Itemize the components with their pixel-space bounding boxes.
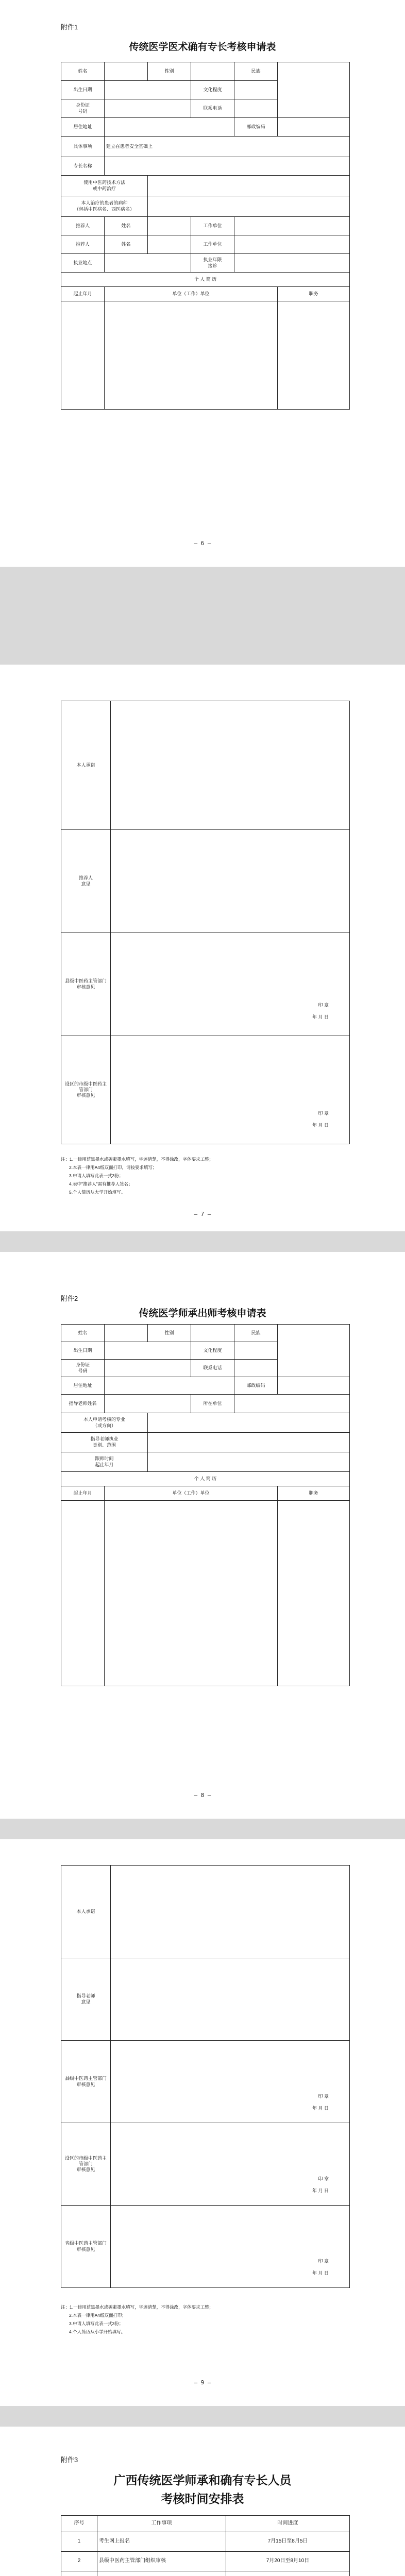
field-specialty-name[interactable] [105, 157, 350, 176]
page-number: — 7 — [194, 1211, 211, 1217]
label-phone: 联系电话 [191, 1360, 234, 1377]
label-ethnicity: 民族 [234, 62, 278, 81]
bio-col-title: 职务 [278, 287, 350, 301]
page-5 [0, 2427, 405, 2576]
field-id[interactable] [105, 1360, 191, 1377]
photo-box [278, 62, 350, 118]
label-mentor-name: 指导老师姓名 [61, 1395, 105, 1413]
label-postcode: 邮政编码 [234, 1377, 278, 1395]
field-practice-site[interactable] [105, 254, 191, 273]
field-phone[interactable] [234, 99, 278, 118]
field-disease-types[interactable] [148, 196, 350, 217]
field-postcode[interactable] [278, 1377, 350, 1395]
label-referee-1-name: 姓名 [105, 217, 148, 235]
mentorship-form-table [61, 1324, 350, 1686]
schedule-table [61, 2515, 350, 2576]
row-index: 2 [61, 2552, 97, 2571]
page-3 [0, 1252, 405, 1819]
label-tcm-methods: 使用中医药技术方法 或中药治疗 [61, 176, 148, 196]
label-apprentice-period: 跟师时间 起止年月 [61, 1452, 148, 1472]
field-education[interactable] [234, 81, 278, 99]
field-phone[interactable] [234, 1360, 278, 1377]
note-item: 4.个人简历从小学开始填写。 [69, 2329, 126, 2334]
row-time: 7月20日至8月10日 [226, 2552, 350, 2571]
bio-col-period: 起止年月 [61, 1486, 105, 1501]
field-referee-2-unit[interactable] [234, 235, 350, 254]
field-pledge[interactable] [111, 701, 350, 830]
table-row [61, 2552, 350, 2571]
field-referee-opinion[interactable] [111, 830, 350, 933]
field-gender[interactable] [191, 62, 234, 81]
field-tcm-methods[interactable] [148, 176, 350, 196]
field-name[interactable] [105, 1325, 148, 1342]
field-address[interactable] [105, 118, 234, 137]
label-disease-types: 本人治疗的患者的病种 （包括中医病名、西医病名） [61, 196, 148, 217]
label-county-review: 县级中医药主管部门 审核意见 [61, 933, 111, 1036]
label-gender: 性别 [148, 62, 191, 81]
city-review-signature[interactable]: 印 章 年 月 日 [111, 1036, 350, 1144]
label-birth-date: 出生日期 [61, 81, 105, 99]
row-index: 1 [61, 2532, 97, 2552]
field-postcode[interactable] [278, 118, 350, 137]
table-row [61, 2532, 350, 2552]
province-review-signature[interactable]: 印 章 年 月 日 [111, 2206, 350, 2288]
row-time [226, 2571, 350, 2576]
bio-cell[interactable] [278, 1501, 350, 1686]
county-review-signature[interactable]: 印 章 年 月 日 [111, 933, 350, 1036]
application-form-table [61, 62, 350, 410]
note-item: 3.申请人填写此表一式3份； [69, 2321, 124, 2326]
bio-cell[interactable] [278, 301, 350, 410]
bio-header: 个 人 简 历 [61, 1472, 350, 1486]
page-number: — 8 — [194, 1792, 211, 1799]
page-number: — 6 — [194, 540, 211, 547]
attachment-label: 附件2 [61, 1295, 78, 1302]
note-item: 注：1.一律用蓝黑墨水或碳素墨水填写，字迹清楚，不得涂改，字体要求工整； [61, 1157, 214, 1162]
bio-cell[interactable] [61, 301, 105, 410]
label-phone: 联系电话 [191, 99, 234, 118]
bio-header: 个 人 简 历 [61, 273, 350, 287]
label-referee-opinion: 推荐人 意见 [61, 830, 111, 933]
label-name: 姓名 [61, 1325, 105, 1342]
label-education: 文化程度 [191, 1342, 234, 1360]
field-address[interactable] [105, 1377, 234, 1395]
field-practice-years[interactable] [234, 254, 350, 273]
label-practice-years: 执业年限 接诊 [191, 254, 234, 273]
label-mentor-opinion: 指导老师 意见 [61, 1958, 111, 2041]
field-name[interactable] [105, 62, 148, 81]
bio-col-title: 职务 [278, 1486, 350, 1501]
label-id: 身份证 号码 [61, 99, 105, 118]
label-pledge: 本人承诺 [61, 1866, 111, 1958]
page-4 [0, 1839, 405, 2406]
label-education: 文化程度 [191, 81, 234, 99]
table-row [61, 2571, 350, 2576]
county-review-signature[interactable]: 印 章 年 月 日 [111, 2041, 350, 2123]
field-gender[interactable] [191, 1325, 234, 1342]
label-ethnicity: 民族 [234, 1325, 278, 1342]
label-specific-items: 具体事项 [61, 137, 105, 157]
field-referee-1-name[interactable] [148, 217, 191, 235]
field-referee-2-name[interactable] [148, 235, 191, 254]
label-province-review: 省级中医药主管部门 审核意见 [61, 2206, 111, 2288]
label-postcode: 邮政编码 [234, 118, 278, 137]
field-mentor-unit[interactable] [234, 1395, 350, 1413]
label-birth-date: 出生日期 [61, 1342, 105, 1360]
page-2 [0, 665, 405, 1231]
label-city-review: 设区的市级中医药主管部门 审核意见 [61, 1036, 111, 1144]
photo-box [278, 1325, 350, 1377]
field-mentor-opinion[interactable] [111, 1958, 350, 2041]
label-referee-2: 推荐人 [61, 235, 105, 254]
field-education[interactable] [234, 1342, 278, 1360]
form-title: 传统医学医术确有专长考核申请表 [129, 41, 276, 53]
label-mentor-scope: 指导老师执业 类别、范围 [61, 1433, 148, 1452]
label-specialty-name: 专长名称 [61, 157, 105, 176]
label-address: 居住地址 [61, 118, 105, 137]
label-exam-major: 本人申请考核的专业 （或方向） [61, 1413, 148, 1433]
label-referee-1-unit: 工作单位 [191, 217, 234, 235]
page-number: — 9 — [194, 2379, 211, 2386]
form-notes [61, 1155, 349, 1196]
row-time: 7月15日至8月5日 [226, 2532, 350, 2552]
bio-cell[interactable] [61, 1501, 105, 1686]
note-item: 2.本表一律用A4纸双面打印； [69, 2313, 126, 2318]
label-referee-2-name: 姓名 [105, 235, 148, 254]
field-birth-date[interactable] [105, 1342, 191, 1360]
city-review-signature[interactable]: 印 章 年 月 日 [111, 2123, 350, 2206]
form-title: 传统医学师承出师考核申请表 [139, 1308, 266, 1319]
field-exam-major[interactable] [148, 1413, 350, 1433]
bio-cell[interactable] [105, 301, 278, 410]
field-specific-items[interactable]: 建立在患者安全基础上 [105, 137, 350, 157]
field-mentor-name[interactable] [105, 1395, 191, 1413]
bio-col-period: 起止年月 [61, 287, 105, 301]
page-1 [0, 0, 405, 567]
review-table [61, 1865, 350, 2288]
label-referee-2-unit: 工作单位 [191, 235, 234, 254]
label-referee-1: 推荐人 [61, 217, 105, 235]
field-referee-1-unit[interactable] [234, 217, 350, 235]
note-item: 5.个人简历从大学开始填写。 [69, 1190, 126, 1195]
col-header-index: 序号 [61, 2516, 97, 2532]
row-task [97, 2571, 226, 2576]
col-header-time: 时间进度 [226, 2516, 350, 2532]
form-notes [61, 2303, 349, 2336]
row-index [61, 2571, 97, 2576]
bio-cell[interactable] [105, 1501, 278, 1686]
note-item: 4.表中"推荐人"需有推荐人签名； [69, 1181, 133, 1187]
label-name: 姓名 [61, 62, 105, 81]
label-gender: 性别 [148, 1325, 191, 1342]
label-county-review: 县级中医药主管部门 审核意见 [61, 2041, 111, 2123]
field-apprentice-period[interactable] [148, 1452, 350, 1472]
col-header-task: 工作事项 [97, 2516, 226, 2532]
note-item: 3.申请人填写此表一式3份； [69, 1173, 124, 1178]
note-item: 2.本表一律用A4纸双面打印，请按要求填写； [69, 1165, 157, 1170]
field-mentor-scope[interactable] [148, 1433, 350, 1452]
label-pledge: 本人承诺 [61, 701, 111, 830]
label-id: 身份证 号码 [61, 1360, 105, 1377]
field-id[interactable] [105, 99, 191, 118]
schedule-title-line-2: 考核时间安排表 [161, 2492, 244, 2506]
field-birth-date[interactable] [105, 81, 191, 99]
review-table [61, 701, 350, 1144]
attachment-label: 附件1 [61, 23, 78, 31]
label-practice-site: 执业地点 [61, 254, 105, 273]
row-task: 考生网上报名 [97, 2532, 226, 2552]
bio-col-unit: 单位（工作）单位 [105, 1486, 278, 1501]
row-task: 县级中医药主管部门组织审核 [97, 2552, 226, 2571]
label-mentor-unit: 所在单位 [191, 1395, 234, 1413]
field-pledge[interactable] [111, 1866, 350, 1958]
bio-col-unit: 单位（工作）单位 [105, 287, 278, 301]
label-city-review: 设区的市级中医药主管部门 审核意见 [61, 2123, 111, 2206]
label-address: 居住地址 [61, 1377, 105, 1395]
note-item: 注：1.一律用蓝黑墨水或碳素墨水填写，字迹清楚，不得涂改，字体要求工整； [61, 2304, 214, 2310]
attachment-label: 附件3 [61, 2456, 78, 2464]
schedule-title-line-1: 广西传统医学师承和确有专长人员 [113, 2473, 292, 2487]
